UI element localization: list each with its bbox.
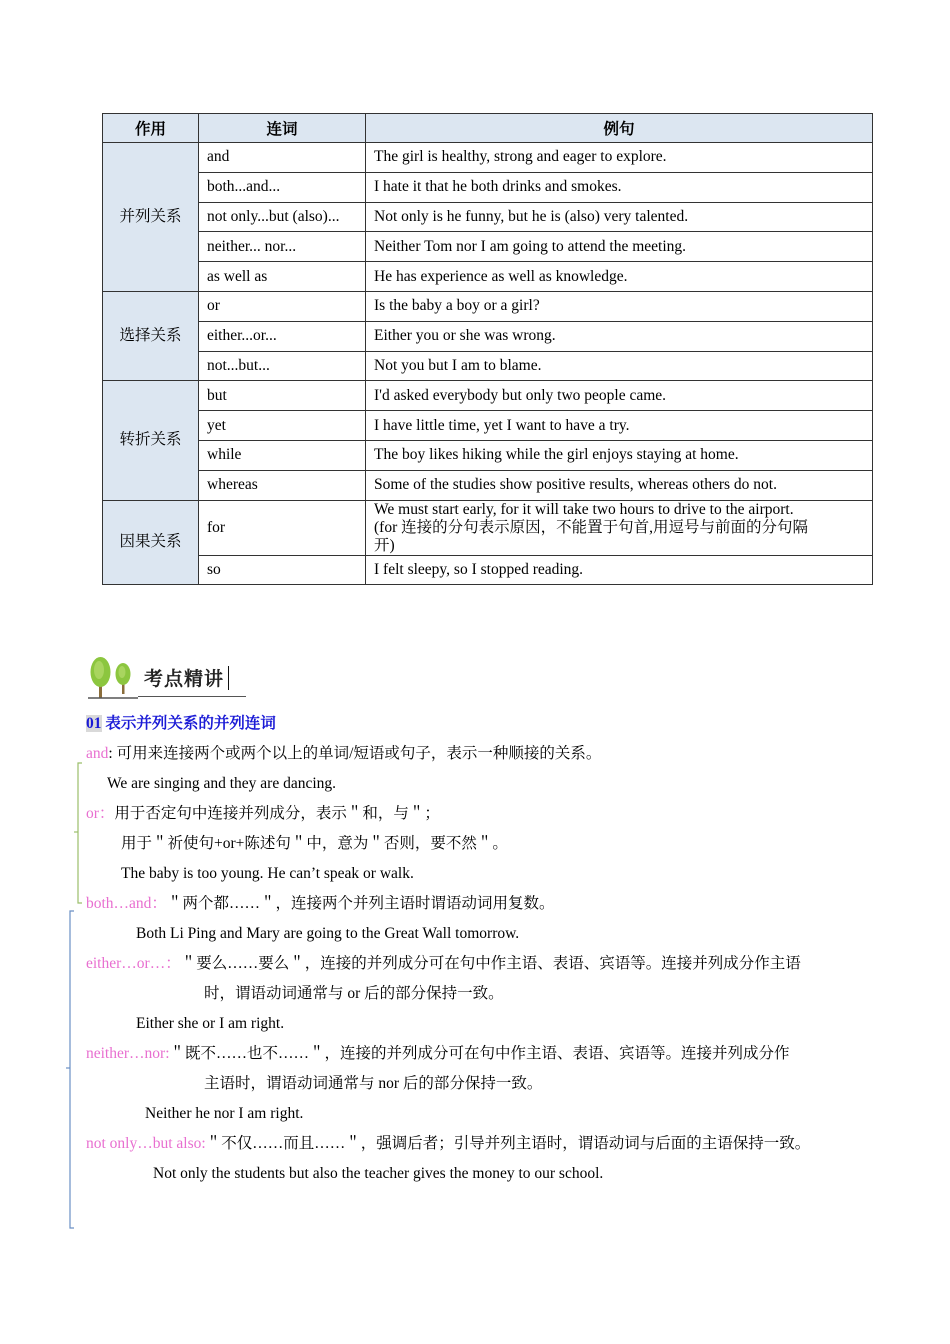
conj-cell: whereas [199, 470, 366, 500]
conj-cell: and [199, 143, 366, 173]
example-line: We must start early, for it will take two hours to drive to the airport. [374, 500, 794, 518]
conj-cell: while [199, 440, 366, 470]
neither-description: ＂既不……也不……＂，连接的并列成分可在句中作主语、表语、宾语等。连接并列成分作 [169, 1045, 790, 1062]
or-description: 用于否定句中连接并列成分，表示＂和，与＂； [114, 805, 440, 822]
table-row [103, 143, 873, 173]
both-description: ＂两个都……＂，连接两个并列主语时谓语动词用复数。 [166, 895, 555, 912]
both-example: Both Li Ping and Mary are going to the Great Wall tomorrow. [136, 925, 520, 942]
table-row [103, 351, 873, 381]
table-row [103, 202, 873, 232]
either-description-2: 时，谓语动词通常与 or 后的部分保持一致。 [204, 985, 504, 1002]
banner-title: 考点精讲 [144, 668, 225, 690]
and-description: : 可用来连接两个或两个以上的单词/短语或句子，表示一种顺接的关系。 [108, 745, 602, 762]
conj-cell: not only...but (also)... [199, 202, 366, 232]
section-title: 表示并列关系的并列连词 [105, 715, 276, 732]
neither-example: Neither he nor I am right. [145, 1105, 304, 1122]
and-example: We are singing and they are dancing. [107, 775, 337, 792]
green-bracket [74, 762, 84, 904]
table-row [103, 232, 873, 262]
blue-bracket [66, 910, 76, 1230]
table-row [103, 291, 873, 321]
neither-description-2: 主语时，谓语动词通常与 nor 后的部分保持一致。 [204, 1075, 543, 1092]
example-cell: I'd asked everybody but only two people came. [366, 381, 873, 411]
table-row [103, 172, 873, 202]
header-function: 作用 [103, 114, 199, 143]
conj-cell: for [199, 500, 366, 555]
example-cell: Neither Tom nor I am going to attend the meeting. [366, 232, 873, 262]
example-cell: Not you but I am to blame. [366, 351, 873, 381]
example-cell: He has experience as well as knowledge. [366, 262, 873, 292]
keyword-not-only-but-also: not only…but also: [86, 1135, 206, 1152]
section-heading [86, 714, 276, 734]
or-description-2: 用于＂祈使句+or+陈述句＂中，意为＂否则，要不然＂。 [121, 835, 508, 852]
and-rule [86, 744, 601, 764]
both-rule [86, 894, 554, 914]
conj-cell: so [199, 555, 366, 585]
example-cell: Not only is he funny, but he is (also) very talented. [366, 202, 873, 232]
conj-cell: neither... nor... [199, 232, 366, 262]
banner-underline [138, 696, 246, 697]
category-cell: 并列关系 [103, 143, 199, 292]
text-cursor [228, 666, 229, 690]
or-example: The baby is too young. He can’t speak or walk. [121, 865, 414, 882]
conjunction-table [102, 113, 873, 585]
table-row [103, 500, 873, 555]
section-banner [88, 654, 248, 700]
not-only-example: Not only the students but also the teacher gives the money to our school. [153, 1165, 604, 1182]
example-cell: I felt sleepy, so I stopped reading. [366, 555, 873, 585]
example-cell [366, 500, 873, 555]
conj-cell: either...or... [199, 321, 366, 351]
conj-cell: both...and... [199, 172, 366, 202]
conj-cell: but [199, 381, 366, 411]
table-row [103, 262, 873, 292]
tree-icon [88, 654, 138, 700]
header-conjunction: 连词 [199, 114, 366, 143]
category-cell: 转折关系 [103, 381, 199, 500]
example-cell: Some of the studies show positive results, whereas others do not. [366, 470, 873, 500]
keyword-either-or: either…or…： [86, 955, 181, 972]
conj-cell: yet [199, 411, 366, 441]
table-header-row [103, 114, 873, 143]
example-line: (for 连接的分句表示原因，不能置于句首,用逗号与前面的分句隔 [374, 518, 808, 536]
section-number: 01 [86, 715, 102, 732]
table-row [103, 411, 873, 441]
either-description: ＂要么……要么＂，连接的并列成分可在句中作主语、表语、宾语等。连接并列成分作主语 [180, 955, 801, 972]
table-row [103, 470, 873, 500]
keyword-or: or： [86, 805, 115, 822]
conj-cell: or [199, 291, 366, 321]
example-cell: Is the baby a boy or a girl? [366, 291, 873, 321]
keyword-both-and: both…and： [86, 895, 167, 912]
either-rule [86, 954, 801, 974]
not-only-rule [86, 1134, 810, 1154]
table-row [103, 555, 873, 585]
example-cell: The girl is healthy, strong and eager to explore. [366, 143, 873, 173]
example-cell: I have little time, yet I want to have a try. [366, 411, 873, 441]
example-line: 开) [374, 536, 395, 554]
table-row [103, 321, 873, 351]
either-example: Either she or I am right. [136, 1015, 285, 1032]
table-row [103, 381, 873, 411]
conj-cell: not...but... [199, 351, 366, 381]
keyword-neither-nor: neither…nor: [86, 1045, 170, 1062]
header-example: 例句 [366, 114, 873, 143]
example-cell: Either you or she was wrong. [366, 321, 873, 351]
keyword-and: and [86, 745, 109, 762]
or-rule [86, 804, 440, 824]
table-row [103, 440, 873, 470]
neither-rule [86, 1044, 790, 1064]
example-cell: I hate it that he both drinks and smokes. [366, 172, 873, 202]
category-cell: 选择关系 [103, 291, 199, 380]
not-only-description: ＂不仅……而且……＂，强调后者；引导并列主语时，谓语动词与后面的主语保持一致。 [205, 1135, 811, 1152]
example-cell: The boy likes hiking while the girl enjoys staying at home. [366, 440, 873, 470]
conj-cell: as well as [199, 262, 366, 292]
category-cell: 因果关系 [103, 500, 199, 585]
